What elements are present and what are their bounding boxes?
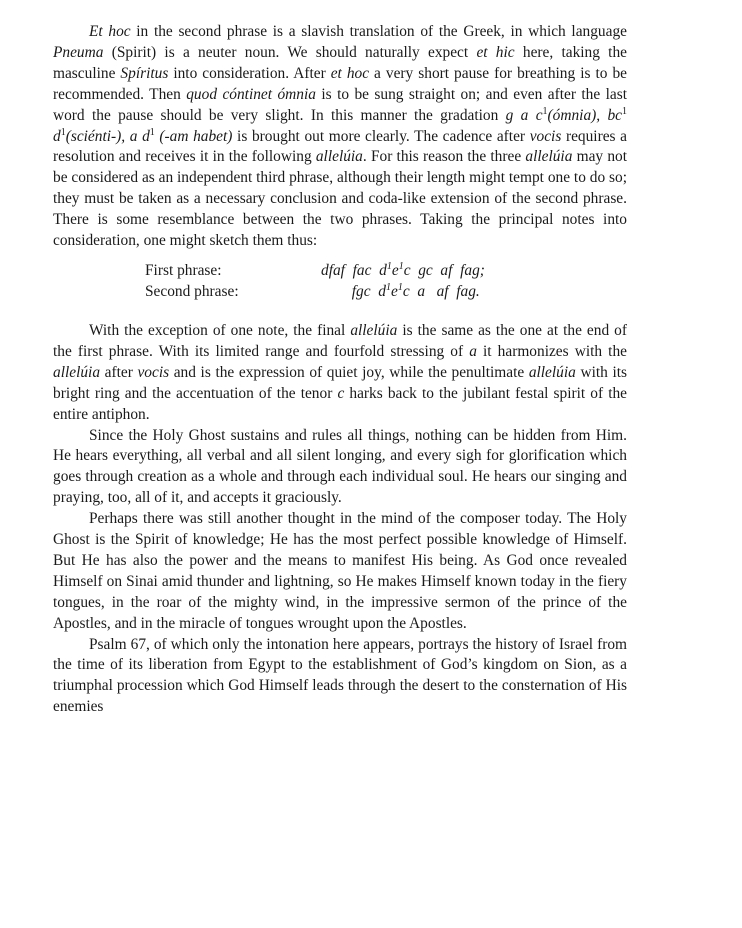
text-run: is to be sung straight on; and even after the last word the pause should be very slight. In this manner the gradation: [53, 85, 627, 124]
note-run: e: [390, 282, 398, 300]
superscript: 1: [60, 126, 66, 138]
text-run: Et hoc: [89, 23, 131, 40]
text-run: (sciénti-), a d: [65, 127, 150, 145]
octave-mark: 1: [397, 281, 403, 293]
text-run: harks back to the jubilant festal spirit of the entire antiphon.: [53, 384, 628, 423]
phrase-row: [145, 282, 485, 303]
text-run: with its bright ring and the accentuation of the tenor: [53, 363, 627, 402]
text-run: Psalm 67, of which only the intonation here appears, portrays the history of Israel from the time of its liberation from Egypt to the establishment of God’s kingdom on Sion, as a triumphal procession which God Himself leads through the desert to the consternation of His enemies: [53, 635, 627, 716]
book-page: [53, 22, 627, 718]
text-run: requires a resolution and receives it in the following: [53, 127, 627, 166]
text-run: et hic: [476, 43, 515, 61]
text-run: allelúia: [315, 148, 363, 166]
phrase-notes: [321, 261, 485, 282]
paragraph-group-top: [53, 22, 627, 252]
paragraph: [53, 635, 627, 719]
text-run: d: [53, 127, 61, 145]
phrase-label: Second phrase:: [145, 282, 239, 300]
text-run: et hoc: [330, 64, 370, 82]
text-run: g a c: [505, 106, 543, 124]
phrase-sketch-table: [145, 261, 485, 303]
text-run: in the second phrase is a slavish translation of the Greek, in which language: [130, 23, 627, 40]
text-run: (Spirit) is a neuter noun. We should naturally expect: [103, 43, 477, 61]
text-run: allelúia: [528, 363, 576, 381]
text-run: With the exception of one note, the final: [89, 321, 351, 339]
text-run: into consideration. After: [168, 64, 331, 82]
text-run: (-am habet): [154, 127, 233, 145]
octave-mark: 1: [398, 260, 404, 272]
text-run: allelúia: [525, 148, 573, 166]
text-run: c: [337, 384, 345, 402]
paragraph-group-bottom: [53, 321, 627, 718]
note-run: c gc af fag;: [403, 261, 485, 279]
text-run: it harmonizes with the: [476, 342, 627, 360]
phrase-notes: [321, 282, 485, 303]
octave-mark: 1: [385, 281, 391, 293]
paragraph: [53, 321, 627, 426]
text-run: may not be considered as an independent third phrase, although their length might tempt one to do so; they must be taken as a necessary conclusion and coda-like extension of the second phrase. There is some resemblance between the two phrases. Taking the principal notes into consideration, one might sketch them thus:: [53, 148, 627, 250]
text-run: vocis: [137, 363, 170, 381]
note-run: e: [391, 261, 399, 279]
phrase-row: [145, 261, 485, 282]
text-run: and is the expression of quiet joy, while the penultimate: [169, 363, 529, 381]
text-run: Spíritus: [120, 64, 169, 82]
text-run: Pneuma: [53, 43, 104, 61]
note-run: fgc d: [321, 282, 386, 300]
text-run: quod cóntinet ómnia: [186, 85, 316, 103]
text-run: Perhaps there was still another thought in the mind of the composer today. The Holy Ghost is the Spirit of knowledge; He has the most perfect possible knowledge of Himself. But He has also the power and the means to manifest His being. As God once revealed Himself on Sinai amid thunder and lightning, so He makes Himself known today in the fiery tongues, in the roar of the mighty wind, in the impressive sermon of the prince of the Apostles, and in the miracle of tongues wrought upon the Apostles.: [53, 510, 627, 632]
text-run: . For this reason the three: [362, 148, 526, 166]
note-run: dfaf fac d: [321, 261, 387, 279]
text-run: allelúia: [350, 321, 398, 339]
superscript: 1: [622, 105, 627, 117]
text-run: a: [469, 342, 477, 360]
paragraph: [53, 22, 627, 252]
text-run: is brought out more clearly. The cadence after: [232, 127, 530, 145]
text-run: after: [100, 363, 138, 381]
octave-mark: 1: [386, 260, 392, 272]
superscript: 1: [542, 105, 548, 117]
text-run: here, taking the masculine: [53, 43, 627, 82]
text-run: (ómnia), bc: [547, 106, 622, 124]
text-run: a very short pause for breathing is to be recommended. Then: [53, 64, 627, 103]
note-run: c a af fag.: [402, 282, 480, 300]
text-run: vocis: [529, 127, 562, 145]
text-run: Since the Holy Ghost sustains and rules all things, nothing can be hidden from Him. He hears everything, all verbal and all silent longing, and every sigh for glorification which goes through creation as a whole and through each individual soul. He hears our singing and praying, too, all of it, and accepts it graciously.: [53, 426, 627, 507]
text-run: is the same as the one at the end of the first phrase. With its limited range and fourfold stressing of: [53, 321, 627, 360]
text-run: allelúia: [53, 363, 101, 381]
paragraph: [53, 509, 627, 634]
superscript: 1: [149, 126, 155, 138]
paragraph: [53, 426, 627, 510]
phrase-label: First phrase:: [145, 261, 222, 279]
